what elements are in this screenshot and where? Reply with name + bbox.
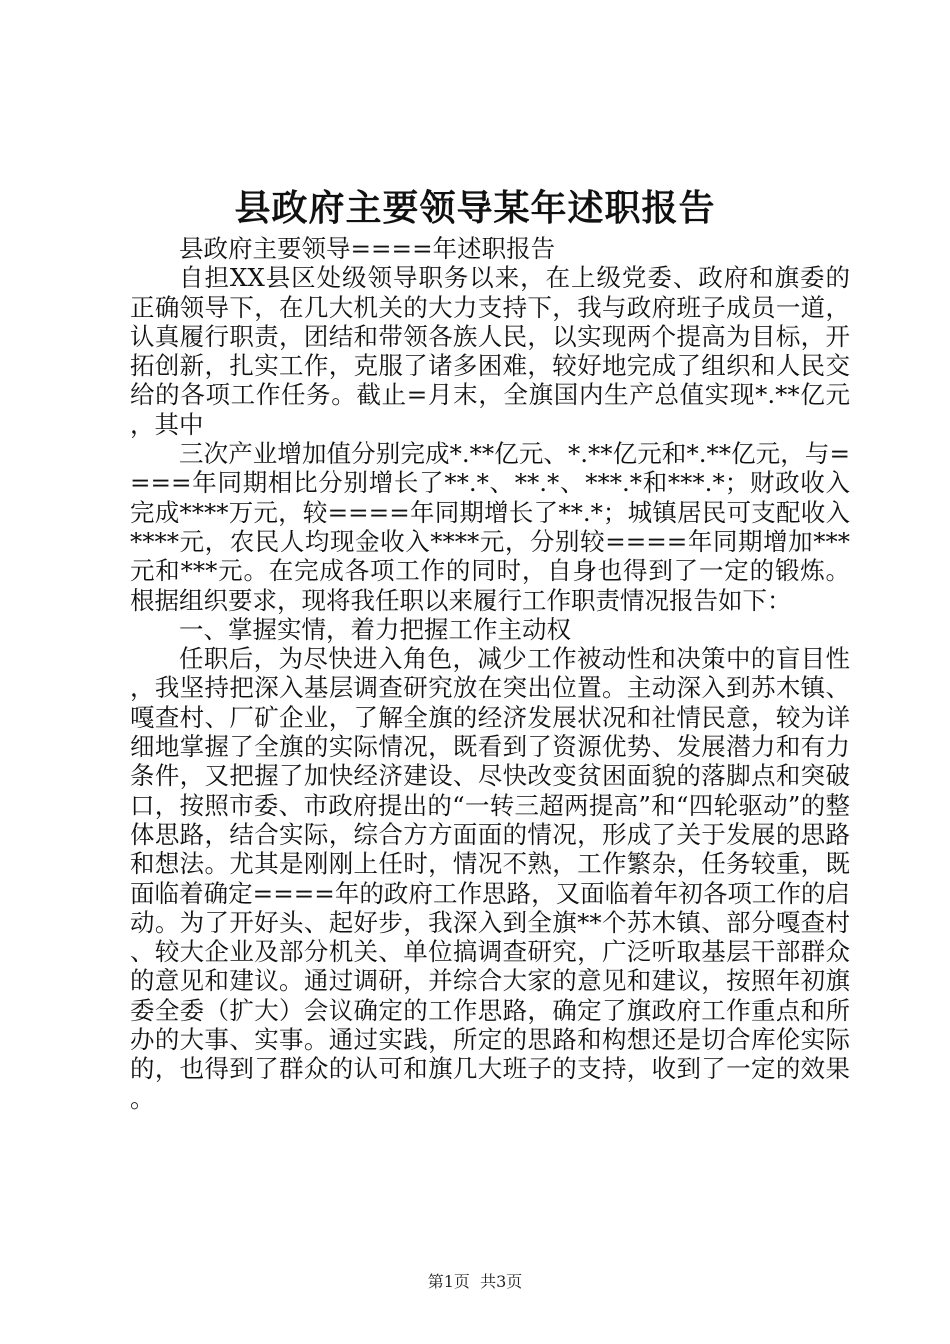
page-number-label: 第1页 共3页 <box>427 1272 523 1291</box>
document-body <box>130 234 850 1113</box>
section-1-paragraph: 任职后，为尽快进入角色，减少工作被动性和决策中的盲目性，我坚持把深入基层调查研究放在突出位置。主动深入到苏木镇、嘎查村、厂矿企业，了解全旗的经济发展状况和社情民意，较为详细地掌握了全旗的实际情况，既看到了资源优势、发展潜力和有力条件，又把握了加快经济建设、尽快改变贫困面貌的落脚点和突破口，按照市委、市政府提出的“一转三超两提高”和“四轮驱动”的整体思路，结合实际，综合方方面面的情况，形成了关于发展的思路和想法。尤其是刚刚上任时，情况不熟，工作繁杂，任务较重，既面临着确定====年的政府工作思路，又面临着年初各项工作的启动。为了开好头、起好步，我深入到全旗**个苏木镇、部分嘎查村、较大企业及部分机关、单位搞调查研究，广泛听取基层干部群众的意见和建议。通过调研，并综合大家的意见和建议，按照年初旗委全委（扩大）会议确定的工作思路，确定了旗政府工作重点和所办的大事、实事。通过实践，所定的思路和构想还是切合库伦实际的，也得到了群众的认可和旗几大班子的支持，收到了一定的效果。 <box>130 644 850 1113</box>
economic-figures-paragraph: 三次产业增加值分别完成*.**亿元、*.**亿元和*.**亿元，与====年同期相比分别增长了**.*、**.*、***.*和***.*；财政收入完成****万元，较====年同期增长了**.*；城镇居民可支配收入****元，农民人均现金收入****元，分别较====年同期增加***元和***元。在完成各项工作的同时，自身也得到了一定的锻炼。根据组织要求，现将我任职以来履行工作职责情况报告如下： <box>130 439 850 615</box>
report-subtitle-paragraph: 县政府主要领导====年述职报告 <box>179 234 556 263</box>
document-title: 县政府主要领导某年述职报告 <box>234 187 716 229</box>
intro-paragraph: 自担XX县区处级领导职务以来，在上级党委、政府和旗委的正确领导下，在几大机关的大力支持下，我与政府班子成员一道，认真履行职责，团结和带领各族人民，以实现两个提高为目标，开拓创新，扎实工作，克服了诸多困难，较好地完成了组织和人民交给的各项工作任务。截止=月末，全旗国内生产总值实现*.**亿元，其中 <box>130 263 850 439</box>
section-heading-1: 一、掌握实情，着力把握工作主动权 <box>179 614 571 644</box>
page-footer <box>0 1272 950 1292</box>
